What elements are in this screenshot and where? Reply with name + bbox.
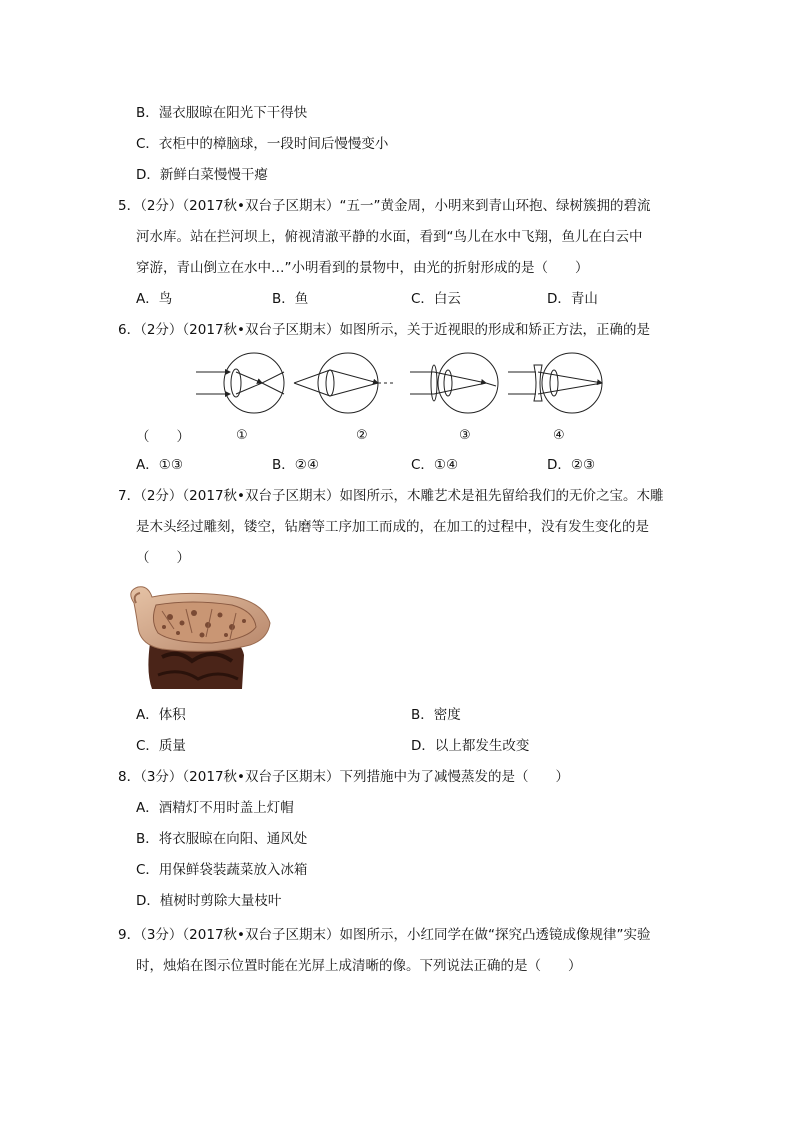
- q6-option-c: C．①④: [411, 457, 459, 473]
- q6-answer-paren: （ ）: [136, 429, 190, 445]
- q7-stem-line2: 是木头经过雕刻，镂空，钻磨等工序加工而成的，在加工的过程中，没有发生变化的是: [136, 519, 649, 535]
- q5-option-a: A．鸟: [136, 291, 173, 307]
- q6-stem-line1: 6．（2分）（2017秋•双台子区期末）如图所示，关于近视眼的形成和矫正方法，正确的是: [118, 322, 650, 338]
- q5-option-b: B．鱼: [272, 291, 309, 307]
- q8-option-a: A．酒精灯不用时盖上灯帽: [136, 800, 294, 816]
- q8-option-b: B．将衣服晾在向阳、通风处: [136, 831, 308, 847]
- q5-option-d: D．青山: [547, 291, 598, 307]
- eye-diagram-4: [508, 353, 602, 413]
- eye-diagram-3: [410, 353, 498, 413]
- q8-option-c: C．用保鲜袋装蔬菜放入冰箱: [136, 862, 308, 878]
- q4-option-b: B．湿衣服晾在阳光下干得快: [136, 105, 308, 121]
- fig-label-4: ④: [553, 428, 565, 443]
- q6-option-b: B．②④: [272, 457, 319, 473]
- eye-diagram-2: [294, 353, 396, 413]
- q7-option-a: A．体积: [136, 707, 186, 723]
- q6-option-d: D．②③: [547, 457, 596, 473]
- eye-diagram-1: [196, 353, 284, 413]
- q7-stem-line1: 7．（2分）（2017秋•双台子区期末）如图所示，木雕艺术是祖先留给我们的无价之宝。木雕: [118, 488, 664, 504]
- eye-diagram-figure: [190, 348, 610, 418]
- q4-option-d: D．新鲜白菜慢慢干瘪: [136, 167, 268, 183]
- q5-stem-line1: 5．（2分）（2017秋•双台子区期末）“五一”黄金周，小明来到青山环抱、绿树簇拥的碧流: [118, 198, 651, 214]
- fig-label-1: ①: [236, 428, 248, 443]
- q7-answer-paren: （ ）: [136, 550, 190, 566]
- q5-stem-line3: 穿游，青山倒立在水中…”小明看到的景物中，由光的折射形成的是（ ）: [136, 260, 589, 276]
- q9-stem-line2: 时，烛焰在图示位置时能在光屏上成清晰的像。下列说法正确的是（ ）: [136, 958, 582, 974]
- q6-option-a: A．①③: [136, 457, 183, 473]
- q7-option-d: D．以上都发生改变: [411, 738, 530, 754]
- q5-option-c: C．白云: [411, 291, 461, 307]
- q4-option-c: C．衣柜中的樟脑球，一段时间后慢慢变小: [136, 136, 389, 152]
- q8-stem-line1: 8．（3分）（2017秋•双台子区期末）下列措施中为了减慢蒸发的是（ ）: [118, 769, 569, 785]
- q9-stem-line1: 9．（3分）（2017秋•双台子区期末）如图所示，小红同学在做“探究凸透镜成像规律”实验: [118, 927, 651, 943]
- fig-label-3: ③: [459, 428, 471, 443]
- fig-label-2: ②: [356, 428, 368, 443]
- q8-option-d: D．植树时剪除大量枝叶: [136, 893, 282, 909]
- q7-option-b: B．密度: [411, 707, 461, 723]
- q7-option-c: C．质量: [136, 738, 186, 754]
- wood-carving-image: [122, 583, 272, 691]
- q5-stem-line2: 河水库。站在拦河坝上，俯视清澈平静的水面，看到“鸟儿在水中飞翔，鱼儿在白云中: [136, 229, 643, 245]
